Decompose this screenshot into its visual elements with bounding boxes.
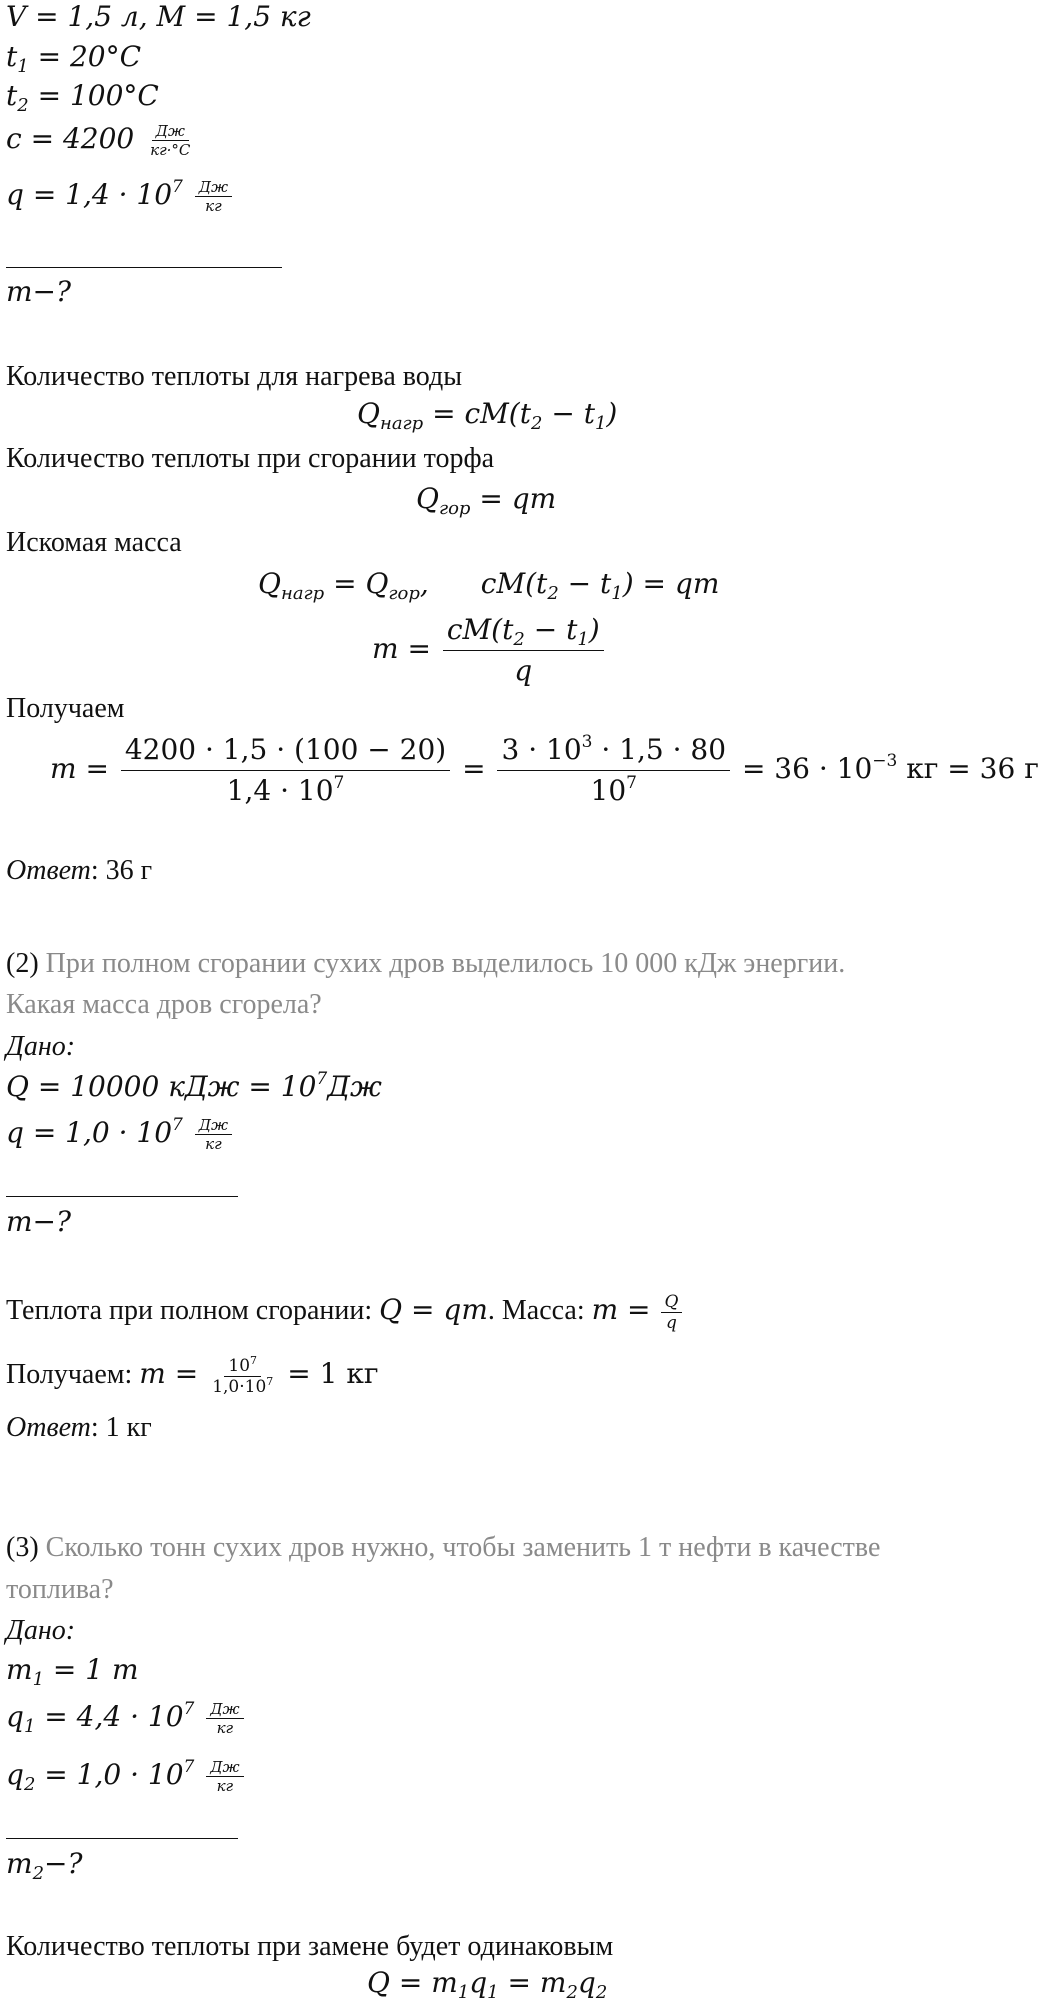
given-t1: $t_1 = 20^\circ C$	[6, 40, 142, 77]
given-q2: $q_2 = 1,0 \cdot 10^7$ $\frac{Дж}{кг}$	[6, 1758, 247, 1795]
heat-sentence: Теплота при полном сгорании: Q = qm. Масса: m = $\frac{Q}{q}$	[6, 1292, 685, 1333]
answer-1: Ответ: 36 г	[6, 855, 153, 886]
given-divider	[6, 1838, 238, 1839]
get-sentence: Получаем: m = $\frac{10^7}{1,0\cdot 10^7}$ = 1 кг	[6, 1354, 379, 1397]
get-label: Получаем	[6, 693, 125, 724]
heat-formula: $Q_{нагр} = cM(t_2 - t_1)$	[357, 397, 618, 434]
equal-heat-label: Количество теплоты при замене будет одинаковым	[6, 1931, 614, 1962]
find-label: m−?	[6, 1205, 72, 1238]
given-q1: $q_1 = 4,4 \cdot 10^7$ $\frac{Дж}{кг}$	[6, 1700, 247, 1737]
mass-label: Искомая масса	[6, 527, 182, 558]
calculation: m = $\frac{4200 \cdot 1,5 \cdot (100 - 20)}{1,4 \cdot 10^7}$ = $\frac{3 \cdot 10^3 \cdot 1,5 \cdot 80}{10^7}$ = $36 \cdot 10^{-3}$ кг = 36 г	[50, 732, 1039, 807]
given-q: $q = 1,4 \cdot 10^7$ $\frac{Дж}{кг}$	[6, 178, 235, 215]
problem-2-line-2: Какая масса дров сгорела?	[6, 989, 322, 1020]
burn-label: Количество теплоты при сгорании торфа	[6, 443, 495, 474]
given-m1: $m_1 = 1$ т	[6, 1653, 139, 1690]
mass-equation: $Q_{нагр} = Q_{гор}$, $cM(t_2 - t_1)$ = qm	[258, 567, 720, 604]
mass-fraction: m = $\frac{cM(t_2 - t_1)}{q}$	[372, 610, 607, 691]
find-label: m−?	[6, 275, 72, 308]
problem-3-line-1: (3) Сколько тонн сухих дров нужно, чтобы заменить 1 т нефти в качестве	[6, 1532, 881, 1563]
given-label: Дано:	[6, 1031, 76, 1062]
find-label: $m_2-$?	[6, 1847, 83, 1884]
given-c: c = 4200 $\frac{Дж}{кг\cdot^\circ C}$	[6, 122, 197, 159]
given-volume-mass: V = 1,5 л, M = 1,5 кг	[6, 0, 311, 33]
burn-formula: $Q_{гор}$ = qm	[416, 482, 557, 519]
given-label: Дано:	[6, 1615, 76, 1646]
given-divider	[6, 267, 282, 268]
final-formula: $Q = m_1q_1 = m_2q_2$	[367, 1966, 608, 2003]
problem-number: (2)	[6, 948, 39, 979]
problem-number: (3)	[6, 1532, 39, 1563]
problem-3-line-2: топлива?	[6, 1574, 114, 1605]
given-q: $q = 1,0 \cdot 10^7$ $\frac{Дж}{кг}$	[6, 1116, 235, 1153]
given-Q: Q = 10000 кДж = $10^7Дж$	[6, 1069, 382, 1103]
unit-fraction: $\frac{Дж}{кг\cdot^\circ C}$	[150, 122, 191, 159]
answer-2: Ответ: 1 кг	[6, 1412, 152, 1443]
given-t2: $t_2 = 100^\circ C$	[6, 79, 159, 116]
heat-label: Количество теплоты для нагрева воды	[6, 361, 463, 392]
problem-2-line-1: (2) При полном сгорании сухих дров выделилось 10 000 кДж энергии.	[6, 948, 846, 979]
unit-fraction: $\frac{Дж}{кг}$	[195, 178, 232, 215]
given-divider	[6, 1196, 238, 1197]
